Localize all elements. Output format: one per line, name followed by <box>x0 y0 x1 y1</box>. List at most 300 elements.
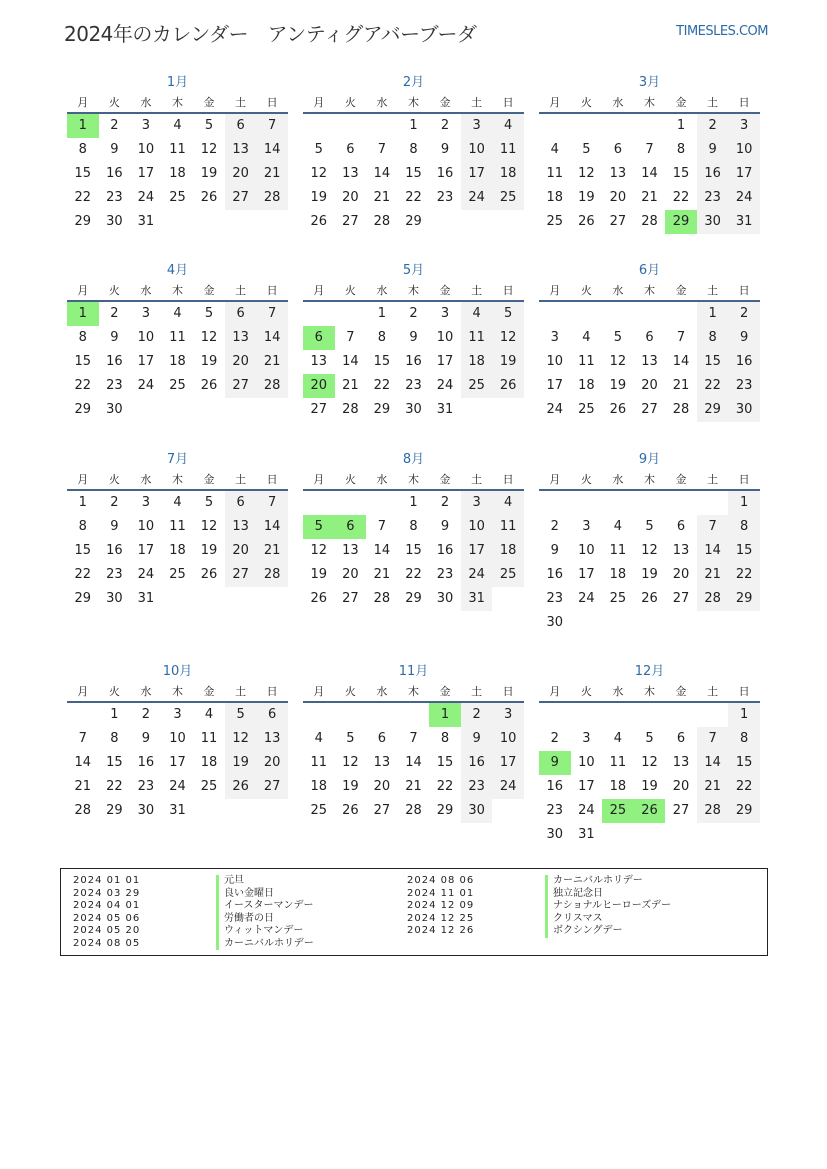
day-grid <box>67 491 288 611</box>
day-blank <box>335 491 367 515</box>
day-cell: 18 <box>492 539 524 563</box>
day-cell: 3 <box>492 703 524 727</box>
weekday-label: 金 <box>439 473 451 486</box>
day-cell: 11 <box>310 755 328 770</box>
day-cell: 16 <box>405 354 422 369</box>
month-name: 11月 <box>398 664 429 679</box>
day-cell: 20 <box>342 190 359 205</box>
month-block <box>303 661 524 823</box>
day-cell: 12 <box>200 142 218 157</box>
day-cell: 15 <box>436 755 454 770</box>
weekday-label: 木 <box>171 96 183 109</box>
day-cell: 27 <box>609 214 627 229</box>
holiday-date: 2024 04 01 <box>73 900 141 911</box>
day-cell: 12 <box>492 326 524 350</box>
holiday-day-cell: 1 <box>67 114 99 138</box>
day-cell: 22 <box>697 374 729 398</box>
day-cell: 22 <box>672 190 690 205</box>
weekday-label: 日 <box>266 685 278 698</box>
day-cell: 7 <box>256 491 288 515</box>
weekday-label: 金 <box>439 685 451 698</box>
holiday-date: 2024 08 05 <box>73 937 141 949</box>
month-name: 8月 <box>402 452 425 467</box>
day-cell: 16 <box>106 543 123 558</box>
day-cell: 21 <box>373 190 391 205</box>
day-cell: 25 <box>461 374 493 398</box>
holiday-name: ウィットマンデー <box>216 925 303 938</box>
day-cell: 2 <box>110 118 119 133</box>
day-blank <box>335 302 367 326</box>
weekday-label: 月 <box>549 473 561 486</box>
day-cell: 24 <box>728 186 760 210</box>
weekday-label: 土 <box>707 473 719 486</box>
day-blank <box>539 302 571 326</box>
day-cell: 2 <box>697 114 729 138</box>
day-cell: 10 <box>137 330 155 345</box>
weekday-label: 火 <box>344 685 356 698</box>
day-cell: 10 <box>578 755 595 770</box>
day-cell: 7 <box>645 142 654 157</box>
weekday-label: 土 <box>707 284 719 297</box>
day-cell: 30 <box>546 827 564 842</box>
weekday-label: 火 <box>344 96 356 109</box>
day-cell: 13 <box>672 543 690 558</box>
day-cell: 17 <box>546 378 564 393</box>
day-cell: 7 <box>256 114 288 138</box>
day-cell: 23 <box>461 775 493 799</box>
weekday-label: 火 <box>344 284 356 297</box>
holiday-name: 元旦 <box>216 875 244 888</box>
weekday-label: 木 <box>407 284 419 297</box>
day-cell: 4 <box>204 707 214 722</box>
weekday-label: 月 <box>549 284 561 297</box>
day-cell: 14 <box>672 354 690 369</box>
day-cell: 6 <box>377 731 387 746</box>
day-cell: 24 <box>461 186 493 210</box>
day-grid <box>67 302 288 422</box>
weekday-label: 水 <box>376 284 388 297</box>
day-cell: 30 <box>106 402 123 417</box>
day-cell: 9 <box>550 543 559 558</box>
month-name: 4月 <box>166 263 189 278</box>
day-cell: 2 <box>110 306 119 321</box>
day-cell: 9 <box>409 330 418 345</box>
weekday-label: 月 <box>77 96 89 109</box>
holiday-date: 2024 03 29 <box>73 887 141 899</box>
day-cell: 16 <box>546 779 564 794</box>
day-cell: 4 <box>173 118 182 133</box>
day-cell: 29 <box>74 402 92 417</box>
weekday-label: 水 <box>612 473 624 486</box>
holiday-date: 2024 05 20 <box>73 925 141 936</box>
day-cell: 22 <box>728 775 760 799</box>
day-cell: 18 <box>200 755 218 770</box>
day-cell: 13 <box>225 326 257 350</box>
day-blank <box>634 114 666 138</box>
day-cell: 7 <box>377 142 387 157</box>
day-blank <box>539 491 571 515</box>
day-cell: 16 <box>461 751 493 775</box>
day-cell: 22 <box>74 190 92 205</box>
weekday-label: 火 <box>108 473 120 486</box>
day-cell: 11 <box>169 330 186 345</box>
day-cell: 21 <box>641 190 658 205</box>
holiday-name: カーニバルホリデー <box>545 875 643 888</box>
day-cell: 9 <box>110 142 119 157</box>
day-cell: 29 <box>436 803 454 818</box>
weekday-label: 木 <box>407 685 419 698</box>
day-cell: 9 <box>440 519 450 534</box>
weekday-label: 金 <box>439 284 451 297</box>
holiday-day-cell: 5 <box>303 515 335 539</box>
day-cell: 5 <box>582 142 591 157</box>
day-cell: 7 <box>78 731 87 746</box>
weekday-label: 水 <box>612 284 624 297</box>
holiday-day-cell: 26 <box>634 799 666 823</box>
day-blank <box>366 491 398 515</box>
holiday-day-cell: 6 <box>303 326 335 350</box>
day-cell: 29 <box>373 402 391 417</box>
day-cell: 12 <box>609 354 627 369</box>
day-cell: 22 <box>373 378 391 393</box>
day-cell: 11 <box>609 543 627 558</box>
day-cell: 21 <box>256 539 288 563</box>
weekday-header <box>67 94 288 114</box>
weekday-label: 土 <box>471 284 483 297</box>
day-cell: 1 <box>697 302 729 326</box>
day-cell: 17 <box>169 755 186 770</box>
day-blank <box>303 703 335 727</box>
day-cell: 18 <box>609 779 627 794</box>
day-cell: 5 <box>492 302 524 326</box>
day-cell: 24 <box>169 779 186 794</box>
day-cell: 1 <box>728 491 760 515</box>
weekday-header <box>539 471 760 491</box>
day-cell: 7 <box>697 727 729 751</box>
day-blank <box>335 703 367 727</box>
day-cell: 7 <box>409 731 418 746</box>
day-cell: 29 <box>728 587 760 611</box>
day-cell: 28 <box>672 402 690 417</box>
day-cell: 20 <box>672 567 690 582</box>
day-cell: 25 <box>492 186 524 210</box>
day-cell: 20 <box>609 190 627 205</box>
day-blank <box>539 114 571 138</box>
day-cell: 5 <box>204 306 214 321</box>
day-cell: 8 <box>78 330 87 345</box>
weekday-label: 木 <box>643 96 655 109</box>
day-cell: 30 <box>546 615 564 630</box>
day-cell: 24 <box>137 378 155 393</box>
day-cell: 13 <box>609 166 627 181</box>
day-cell: 15 <box>728 751 760 775</box>
day-cell: 1 <box>377 306 387 321</box>
day-cell: 17 <box>137 354 155 369</box>
weekday-label: 金 <box>675 96 687 109</box>
day-grid <box>67 703 288 823</box>
day-cell: 18 <box>169 354 186 369</box>
day-cell: 9 <box>440 142 450 157</box>
day-cell: 19 <box>641 779 658 794</box>
day-cell: 18 <box>578 378 595 393</box>
day-cell: 4 <box>613 731 623 746</box>
day-cell: 23 <box>106 567 123 582</box>
day-cell: 19 <box>578 190 595 205</box>
day-grid <box>303 114 524 234</box>
month-block <box>539 260 760 422</box>
day-cell: 11 <box>546 166 564 181</box>
day-cell: 21 <box>256 350 288 374</box>
weekday-label: 木 <box>171 473 183 486</box>
day-cell: 16 <box>106 354 123 369</box>
day-cell: 5 <box>645 731 654 746</box>
day-cell: 10 <box>728 138 760 162</box>
weekday-label: 月 <box>77 284 89 297</box>
day-cell: 3 <box>461 114 493 138</box>
day-cell: 30 <box>697 210 729 234</box>
day-blank <box>602 302 634 326</box>
weekday-header <box>303 94 524 114</box>
weekday-label: 木 <box>407 473 419 486</box>
day-cell: 3 <box>728 114 760 138</box>
day-cell: 25 <box>578 402 595 417</box>
weekday-label: 土 <box>707 685 719 698</box>
day-cell: 5 <box>613 330 623 345</box>
site-brand-link[interactable]: TIMESLES.COM <box>676 24 768 39</box>
day-cell: 26 <box>200 190 218 205</box>
day-cell: 24 <box>546 402 564 417</box>
day-cell: 4 <box>173 495 182 510</box>
day-cell: 3 <box>582 519 591 534</box>
month-block <box>303 449 524 611</box>
day-blank <box>634 491 666 515</box>
weekday-label: 金 <box>203 96 215 109</box>
day-blank <box>67 703 99 727</box>
day-cell: 20 <box>672 779 690 794</box>
day-cell: 11 <box>461 326 493 350</box>
day-grid <box>539 302 760 422</box>
day-cell: 7 <box>256 302 288 326</box>
weekday-label: 水 <box>140 284 152 297</box>
day-cell: 12 <box>310 166 328 181</box>
day-cell: 1 <box>409 118 418 133</box>
holiday-date: 2024 12 26 <box>407 925 475 936</box>
day-cell: 9 <box>141 731 151 746</box>
day-cell: 28 <box>641 214 658 229</box>
day-cell: 6 <box>225 302 257 326</box>
holiday-name: イースターマンデー <box>216 900 314 913</box>
weekday-header <box>303 683 524 703</box>
weekday-label: 土 <box>707 96 719 109</box>
day-cell: 4 <box>582 330 591 345</box>
day-cell: 22 <box>436 779 454 794</box>
month-block <box>67 661 288 823</box>
day-cell: 31 <box>169 803 186 818</box>
day-cell: 12 <box>200 330 218 345</box>
day-cell: 20 <box>225 350 257 374</box>
holiday-day-cell: 20 <box>303 374 335 398</box>
day-cell: 1 <box>676 118 686 133</box>
day-cell: 21 <box>74 779 92 794</box>
day-cell: 1 <box>409 495 418 510</box>
day-cell: 8 <box>697 326 729 350</box>
weekday-label: 土 <box>235 96 247 109</box>
day-cell: 14 <box>256 138 288 162</box>
month-block <box>539 72 760 234</box>
day-cell: 28 <box>256 186 288 210</box>
weekday-label: 日 <box>738 685 750 698</box>
month-block <box>67 72 288 234</box>
weekday-header <box>67 471 288 491</box>
day-cell: 6 <box>645 330 654 345</box>
day-cell: 29 <box>697 398 729 422</box>
day-cell: 15 <box>405 543 422 558</box>
day-cell: 27 <box>225 186 257 210</box>
day-cell: 26 <box>310 591 328 606</box>
day-cell: 1 <box>78 495 87 510</box>
holiday-day-cell: 1 <box>429 703 461 727</box>
day-cell: 21 <box>697 563 729 587</box>
day-cell: 30 <box>728 398 760 422</box>
day-blank <box>571 114 603 138</box>
day-cell: 3 <box>173 707 182 722</box>
day-cell: 18 <box>492 162 524 186</box>
day-cell: 29 <box>728 799 760 823</box>
holiday-name: 良い金曜日 <box>216 888 274 901</box>
day-blank <box>335 114 367 138</box>
weekday-label: 水 <box>140 473 152 486</box>
day-cell: 15 <box>697 350 729 374</box>
day-cell: 14 <box>697 751 729 775</box>
day-cell: 13 <box>373 755 391 770</box>
day-cell: 9 <box>110 330 119 345</box>
day-cell: 20 <box>256 751 288 775</box>
day-cell: 25 <box>492 563 524 587</box>
day-cell: 13 <box>256 727 288 751</box>
day-cell: 15 <box>74 166 92 181</box>
day-cell: 22 <box>405 567 422 582</box>
day-cell: 19 <box>310 190 328 205</box>
day-cell: 15 <box>672 166 690 181</box>
day-cell: 10 <box>137 519 155 534</box>
day-cell: 11 <box>609 755 627 770</box>
weekday-label: 金 <box>203 473 215 486</box>
day-cell: 23 <box>436 567 454 582</box>
day-cell: 7 <box>346 330 355 345</box>
weekday-label: 火 <box>580 284 592 297</box>
day-cell: 24 <box>137 190 155 205</box>
day-blank <box>697 703 729 727</box>
day-cell: 31 <box>461 587 493 611</box>
day-blank <box>303 114 335 138</box>
day-cell: 25 <box>310 803 328 818</box>
day-cell: 16 <box>106 166 123 181</box>
day-cell: 10 <box>461 515 493 539</box>
weekday-label: 土 <box>471 473 483 486</box>
day-cell: 21 <box>672 378 690 393</box>
weekday-label: 水 <box>612 96 624 109</box>
day-cell: 8 <box>110 731 119 746</box>
day-blank <box>571 703 603 727</box>
day-cell: 20 <box>641 378 658 393</box>
holiday-name: 独立記念日 <box>545 888 603 901</box>
weekday-label: 火 <box>108 284 120 297</box>
day-cell: 9 <box>697 138 729 162</box>
day-cell: 23 <box>546 803 564 818</box>
weekday-label: 日 <box>502 685 514 698</box>
day-cell: 3 <box>582 731 591 746</box>
holiday-name: ナショナルヒーローズデー <box>545 900 671 913</box>
day-blank <box>602 491 634 515</box>
day-cell: 30 <box>137 803 155 818</box>
day-cell: 10 <box>436 330 454 345</box>
day-cell: 16 <box>436 543 454 558</box>
day-blank <box>366 703 398 727</box>
day-blank <box>303 302 335 326</box>
holiday-name: 労働者の日 <box>216 913 274 926</box>
day-cell: 17 <box>492 751 524 775</box>
day-cell: 28 <box>256 563 288 587</box>
weekday-label: 水 <box>376 685 388 698</box>
month-block <box>303 260 524 422</box>
day-cell: 17 <box>436 354 454 369</box>
day-cell: 8 <box>78 519 87 534</box>
day-cell: 14 <box>373 543 391 558</box>
day-cell: 22 <box>405 190 422 205</box>
day-cell: 3 <box>550 330 559 345</box>
day-cell: 8 <box>728 727 760 751</box>
weekday-label: 月 <box>313 284 325 297</box>
day-cell: 21 <box>256 162 288 186</box>
day-cell: 15 <box>728 539 760 563</box>
day-cell: 23 <box>106 190 123 205</box>
day-cell: 31 <box>728 210 760 234</box>
day-cell: 13 <box>310 354 328 369</box>
day-cell: 19 <box>200 354 218 369</box>
day-cell: 24 <box>578 803 595 818</box>
day-cell: 17 <box>461 162 493 186</box>
day-cell: 27 <box>342 214 359 229</box>
weekday-label: 火 <box>344 473 356 486</box>
day-cell: 7 <box>377 519 387 534</box>
day-cell: 6 <box>676 731 686 746</box>
day-cell: 29 <box>74 214 92 229</box>
day-cell: 29 <box>106 803 123 818</box>
day-blank <box>665 703 697 727</box>
day-cell: 16 <box>546 567 564 582</box>
day-cell: 17 <box>578 779 595 794</box>
day-cell: 17 <box>728 162 760 186</box>
day-cell: 24 <box>461 563 493 587</box>
weekday-label: 日 <box>738 96 750 109</box>
weekday-label: 金 <box>675 284 687 297</box>
day-cell: 4 <box>492 114 524 138</box>
day-cell: 29 <box>405 591 422 606</box>
day-cell: 31 <box>436 402 454 417</box>
day-cell: 7 <box>676 330 686 345</box>
day-cell: 12 <box>342 755 359 770</box>
day-cell: 10 <box>546 354 564 369</box>
day-cell: 25 <box>169 190 186 205</box>
day-cell: 31 <box>137 591 155 606</box>
day-cell: 8 <box>440 731 450 746</box>
weekday-label: 土 <box>235 473 247 486</box>
day-cell: 4 <box>173 306 182 321</box>
day-blank <box>602 114 634 138</box>
weekday-label: 土 <box>471 685 483 698</box>
day-grid <box>303 302 524 422</box>
day-cell: 10 <box>578 543 595 558</box>
